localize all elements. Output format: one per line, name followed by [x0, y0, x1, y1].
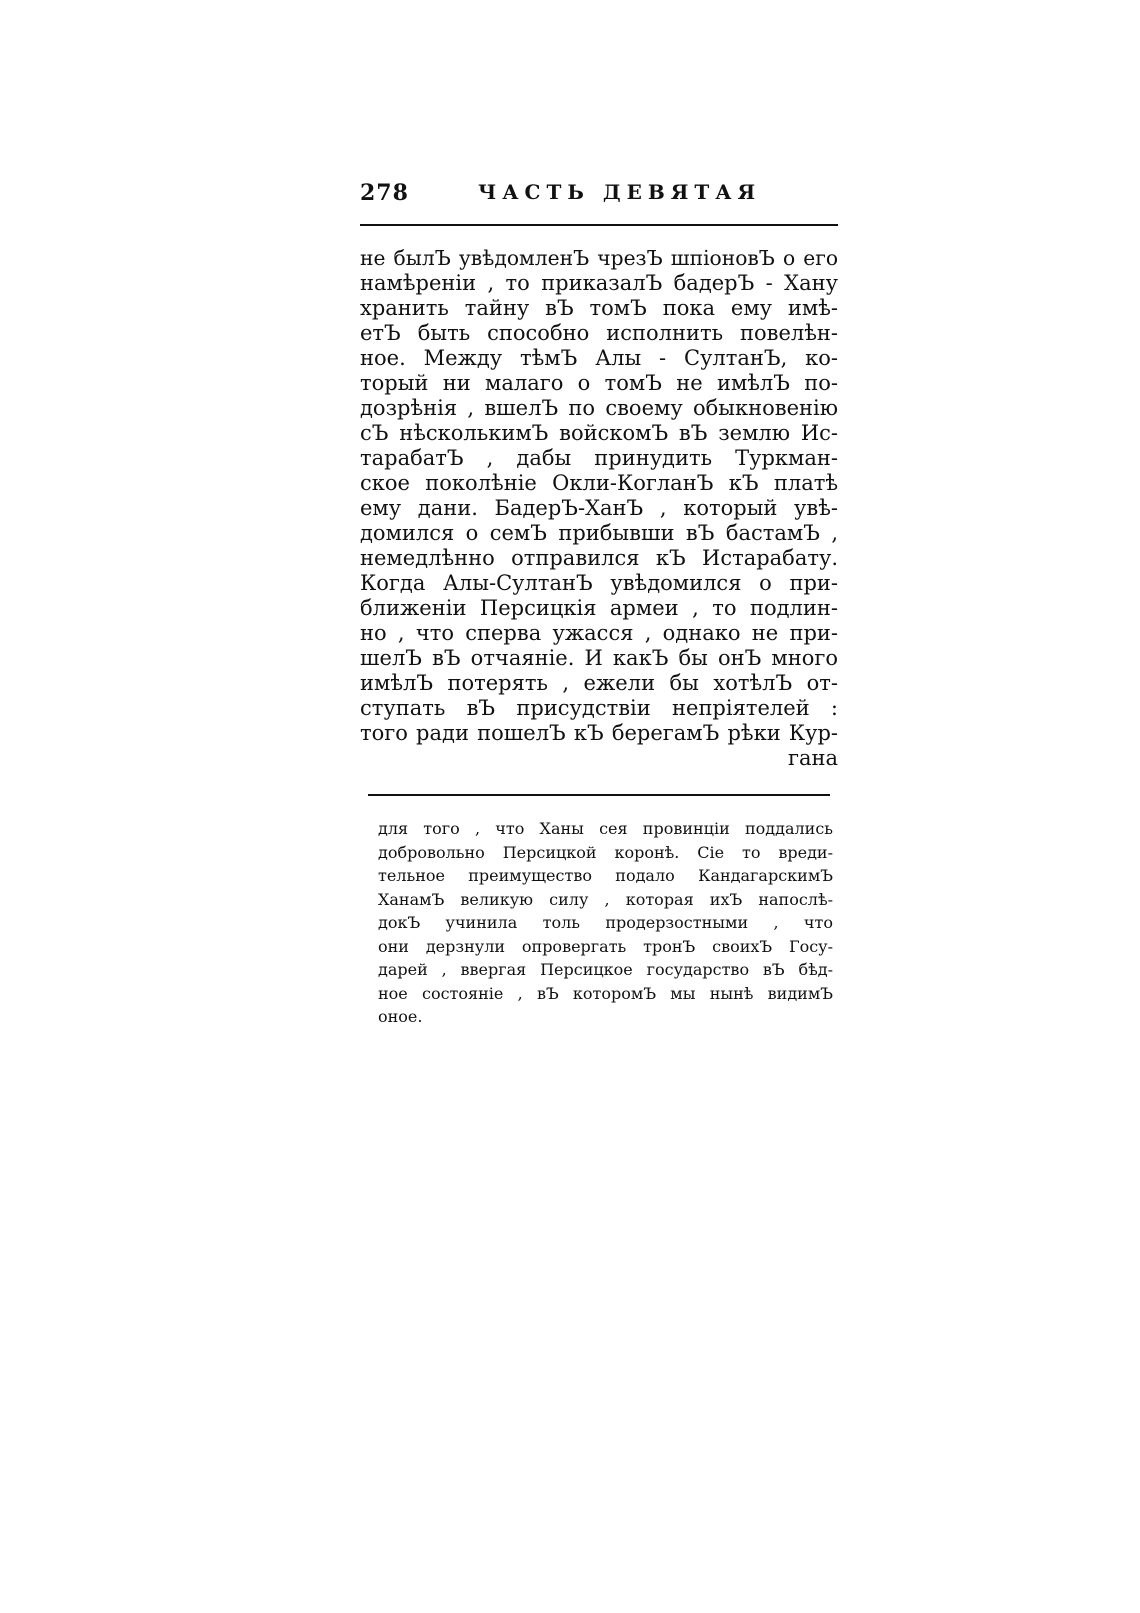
- catchword: гана: [787, 746, 838, 770]
- text-line: дозрѣнія , вшелЪ по своему обыкновенію: [360, 396, 838, 420]
- text-line: не былЪ увѣдомленЪ чрезЪ шпіоновЪ о его: [360, 246, 838, 270]
- text-line: ское поколѣніе Окли-КогланЪ кЪ платѣ: [360, 471, 838, 495]
- text-line: ему дани. БадерЪ-ХанЪ , который увѣ-: [360, 496, 838, 520]
- text-line: торый ни малаго о томЪ не имѣлЪ по-: [360, 371, 838, 395]
- page-number: 278: [360, 180, 409, 206]
- main-text: [360, 246, 838, 771]
- text-line: намѣреніи , то приказалЪ бадерЪ - Хану: [360, 271, 838, 295]
- footnote-line: ХанамЪ великую силу , которая ихЪ напослѣ-: [378, 889, 833, 909]
- footnote-line: дарей , ввергая Персицкое государство вЪ бѣд-: [378, 960, 833, 979]
- text-line: Когда Алы-СултанЪ увѣдомился о при-: [360, 571, 838, 595]
- text-line: тарабатЪ , дабы принудить Туркман-: [360, 446, 838, 470]
- footnote-rule: [368, 794, 830, 796]
- page-header: [360, 180, 830, 214]
- footnote-line: оное.: [378, 1007, 423, 1026]
- footnote-line: добровольно Персицкой коронѣ. Сіе то вреди-: [378, 842, 833, 862]
- footnote: [378, 817, 833, 1029]
- text-line: хранить тайну вЪ томЪ пока ему имѣ-: [360, 296, 838, 320]
- text-line: ступать вЪ присудствіи непріятелей :: [360, 696, 838, 720]
- footnote-line: ное состояніе , вЪ которомЪ мы нынѣ видимЪ: [378, 983, 833, 1003]
- header-rule: [360, 224, 838, 226]
- text-line: домился о семЪ прибывши вЪ бастамЪ ,: [360, 521, 838, 545]
- text-line: но , что сперва ужасся , однако не при-: [360, 621, 838, 645]
- text-line: того ради пошелЪ кЪ берегамЪ рѣки Кур-: [360, 721, 838, 745]
- footnote-line: докЪ учинила толь продерзостными , что: [378, 913, 833, 932]
- text-line: сЪ нѣсколькимЪ войскомЪ вЪ землю Ис-: [360, 421, 838, 445]
- text-line: шелЪ вЪ отчаяніе. И какЪ бы онЪ много: [360, 646, 838, 670]
- footnote-line: тельное преимущество подало КандагарскимЪ: [378, 866, 833, 885]
- text-line: имѣлЪ потерять , ежели бы хотѣлЪ от-: [360, 671, 838, 695]
- footnote-line: они дерзнули опровергать тронЪ своихЪ Госу-: [378, 936, 833, 956]
- text-line: етЪ быть способно исполнить повелѣн-: [360, 321, 838, 345]
- running-head: ЧАСТЬ ДЕВЯТАЯ: [478, 180, 762, 204]
- text-line: ное. Между тѣмЪ Алы - СултанЪ, ко-: [360, 346, 838, 370]
- text-line: ближеніи Персицкія армеи , то подлин-: [360, 596, 838, 620]
- footnote-line: для того , что Ханы сея провинціи поддались: [378, 819, 833, 838]
- text-line: немедлѣнно отправился кЪ Истарабату.: [360, 546, 838, 570]
